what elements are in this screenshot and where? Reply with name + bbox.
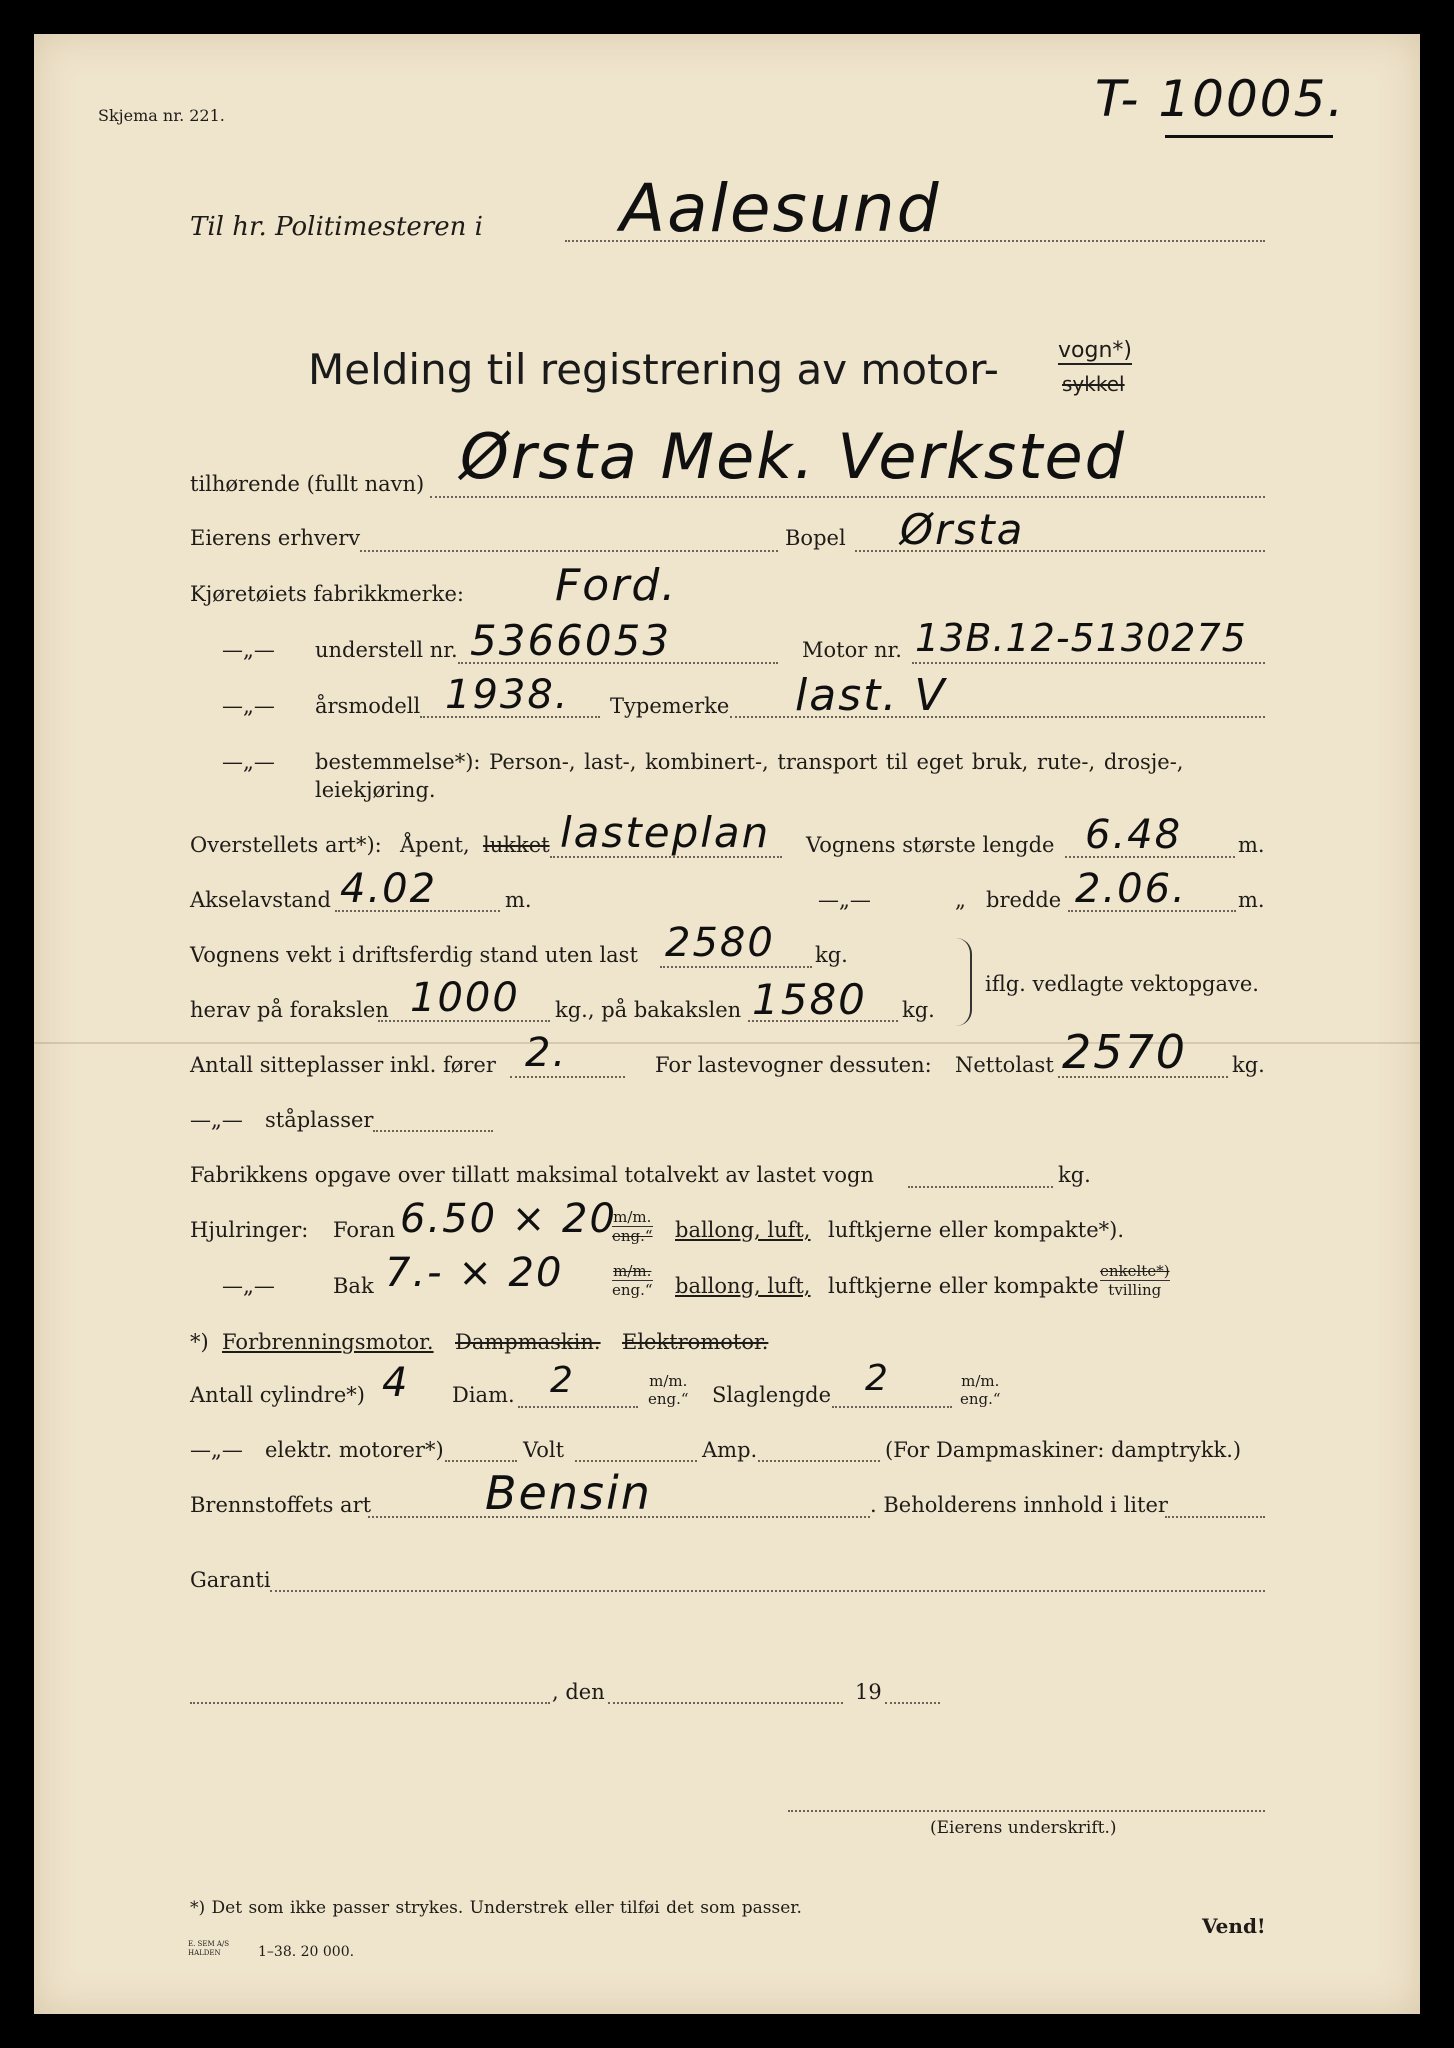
body-type-label: Overstellets art*): xyxy=(190,833,382,857)
motor-label: Motor nr. xyxy=(802,638,902,662)
diameter-units xyxy=(648,1372,689,1408)
wheels-rear-units xyxy=(612,1262,653,1299)
diameter-label: Diam. xyxy=(452,1383,515,1407)
volt-line xyxy=(575,1460,697,1462)
wheels-front-units xyxy=(612,1208,653,1245)
ditto-year: —„— xyxy=(222,694,275,718)
chassis-value: 5366053 xyxy=(470,616,672,665)
weight-brace xyxy=(956,938,972,1026)
max-weight-line xyxy=(908,1186,1053,1188)
body-type-value: lasteplan xyxy=(560,808,771,857)
diameter-unit-eng: eng.“ xyxy=(648,1390,689,1408)
standing-line xyxy=(373,1130,493,1132)
seats-value: 2. xyxy=(525,1030,568,1076)
tank-label: . Beholderens innhold i liter xyxy=(870,1493,1168,1517)
unit-mm-rear: m/m. xyxy=(613,1262,652,1280)
date-line xyxy=(608,1702,843,1704)
guarantee-line xyxy=(270,1590,1265,1592)
front-axle-value: 1000 xyxy=(410,975,520,1021)
diameter-unit-mm: m/m. xyxy=(649,1372,688,1390)
length-value: 6.48 xyxy=(1085,812,1183,858)
footnote: *) Det som ikke passer strykes. Understrek eller tilføi det som passer. xyxy=(190,1898,802,1918)
occupation-label: Eierens erhverv xyxy=(190,526,361,550)
width-value: 2.06. xyxy=(1075,866,1187,912)
seats-label: Antall sitteplasser inkl. fører xyxy=(190,1053,496,1077)
fuel-value: Bensin xyxy=(485,1466,652,1520)
axle-label: Akselavstand xyxy=(190,888,331,912)
place-line xyxy=(190,1702,550,1704)
empty-weight-value: 2580 xyxy=(665,920,775,966)
body-open: Åpent, xyxy=(400,833,470,857)
steam-pressure-note: (For Dampmaskiner: damptrykk.) xyxy=(885,1438,1242,1462)
axle-value: 4.02 xyxy=(340,866,438,912)
motor-value: 13B.12-5130275 xyxy=(915,616,1247,660)
wheels-rear-label: Bak xyxy=(333,1274,374,1298)
engine-star: *) xyxy=(190,1330,209,1354)
electric-motors-label: elektr. motorer*) xyxy=(265,1438,444,1462)
turn-over-note: Vend! xyxy=(1202,1914,1266,1938)
chassis-label: understell nr. xyxy=(315,638,458,662)
owner-name-label: tilhørende (fullt navn) xyxy=(190,472,425,496)
mount-single: enkelte*) xyxy=(1100,1262,1170,1280)
residence-label: Bopel xyxy=(785,526,846,550)
printer-name: E. SEM A/S xyxy=(188,1940,230,1948)
unit-eng-rear: eng.“ xyxy=(612,1281,653,1299)
purpose-label-2: leiekjøring. xyxy=(315,778,436,802)
fold-line xyxy=(34,1042,1420,1044)
standing-label: ståplasser xyxy=(265,1108,374,1132)
stroke-line xyxy=(832,1406,952,1408)
addressee-label: Til hr. Politimesteren i xyxy=(190,212,483,242)
make-value: Ford. xyxy=(555,560,678,611)
owner-name-value: Ørsta Mek. Verksted xyxy=(460,420,1126,493)
guarantee-label: Garanti xyxy=(190,1568,271,1592)
stroke-unit-eng: eng.“ xyxy=(960,1390,1001,1408)
net-load-unit: kg. xyxy=(1232,1053,1265,1077)
printer-city: HALDEN xyxy=(188,1949,221,1957)
title-option-sykkel: sykkel xyxy=(1062,372,1125,396)
title-option-vogn: vogn*) xyxy=(1058,338,1132,363)
signature-line xyxy=(788,1810,1265,1812)
cargo-label: For lastevogner dessuten: xyxy=(655,1053,932,1077)
printer-mark xyxy=(188,1940,229,1958)
ditto-chassis: —„— xyxy=(222,638,275,662)
wheels-rear-types: ballong, luft, xyxy=(675,1274,811,1298)
engine-steam: Dampmaskin. xyxy=(455,1330,601,1354)
empty-weight-label: Vognens vekt i driftsferdig stand uten last xyxy=(190,943,638,967)
width-quote: „ xyxy=(955,888,966,912)
stroke-label: Slaglengde xyxy=(712,1383,832,1407)
width-unit: m. xyxy=(1238,888,1265,912)
rear-axle-label: kg., på bakakslen xyxy=(555,998,742,1022)
width-label: bredde xyxy=(986,888,1062,912)
date-label: , den xyxy=(552,1680,605,1704)
wheels-rear-types-2: luftkjerne eller kompakte xyxy=(828,1274,1099,1298)
amp-line xyxy=(758,1460,880,1462)
body-closed: lukket xyxy=(483,833,550,857)
type-label: Typemerke xyxy=(610,694,730,718)
year-prefix: 19 xyxy=(855,1680,882,1704)
electric-motors-line xyxy=(445,1460,517,1462)
axle-unit: m. xyxy=(505,888,532,912)
wheels-front-label: Foran xyxy=(333,1218,396,1242)
length-label: Vognens største lengde xyxy=(806,833,1055,857)
diameter-value: 2 xyxy=(550,1360,575,1401)
net-load-value: 2570 xyxy=(1062,1025,1188,1079)
type-value: last. V xyxy=(795,670,947,721)
cylinders-value: 4 xyxy=(382,1360,410,1406)
fuel-label: Brennstoffets art xyxy=(190,1493,372,1517)
wheels-rear-mount xyxy=(1100,1262,1170,1299)
wheels-front-types-2: luftkjerne eller kompakte*). xyxy=(828,1218,1124,1242)
purpose-label: bestemmelse*): Person-, last-, kombinert-, transport til eget bruk, rute-, drosje-, xyxy=(315,750,1184,774)
print-info: 1–38. 20 000. xyxy=(258,1944,355,1960)
owner-name-line xyxy=(430,496,1265,498)
occupation-line xyxy=(360,550,778,552)
ditto-rear-wheels: —„— xyxy=(222,1274,275,1298)
addressee-value: Aalesund xyxy=(620,170,941,247)
front-axle-label: herav på forakslen xyxy=(190,998,389,1022)
rear-axle-unit: kg. xyxy=(902,998,935,1022)
engine-combustion: Forbrenningsmotor. xyxy=(222,1330,434,1354)
reference-number: T- 10005. xyxy=(1095,70,1346,128)
year-line xyxy=(885,1702,940,1704)
rear-axle-value: 1580 xyxy=(752,975,867,1024)
wheels-front-value: 6.50 × 20 xyxy=(400,1196,617,1242)
max-weight-label: Fabrikkens opgave over tillatt maksimal totalvekt av lastet vogn xyxy=(190,1163,874,1187)
ditto-standing: —„— xyxy=(190,1108,243,1132)
ditto-electric: —„— xyxy=(190,1438,243,1462)
wheels-label: Hjulringer: xyxy=(190,1218,309,1242)
stroke-unit-mm: m/m. xyxy=(961,1372,1000,1390)
residence-value: Ørsta xyxy=(900,505,1025,554)
max-weight-unit: kg. xyxy=(1058,1163,1091,1187)
cylinders-label: Antall cylindre*) xyxy=(190,1383,365,1407)
make-label: Kjøretøiets fabrikkmerke: xyxy=(190,582,464,606)
wheels-rear-value: 7.- × 20 xyxy=(385,1250,564,1296)
year-value: 1938. xyxy=(445,672,570,718)
motor-line xyxy=(912,662,1265,664)
seats-line xyxy=(510,1076,625,1078)
wheels-front-types: ballong, luft, xyxy=(675,1218,811,1242)
form-number: Skjema nr. 221. xyxy=(98,106,225,125)
weight-note: iflg. vedlagte vektopgave. xyxy=(985,972,1259,996)
volt-label: Volt xyxy=(523,1438,565,1462)
tank-line xyxy=(1165,1516,1265,1518)
length-unit: m. xyxy=(1238,833,1265,857)
diameter-line xyxy=(518,1406,638,1408)
empty-weight-line xyxy=(660,966,812,968)
year-label: årsmodell xyxy=(315,694,421,718)
stroke-value: 2 xyxy=(865,1358,890,1399)
unit-mm: m/m. xyxy=(613,1208,652,1226)
engine-electric: Elektromotor. xyxy=(622,1330,769,1354)
stroke-units xyxy=(960,1372,1001,1408)
width-ditto: —„— xyxy=(818,888,871,912)
unit-eng: eng.“ xyxy=(612,1227,653,1245)
empty-weight-unit: kg. xyxy=(815,943,848,967)
form-sheet xyxy=(34,34,1420,2014)
ditto-purpose: —„— xyxy=(222,750,275,774)
reference-underline xyxy=(1165,135,1333,138)
form-title: Melding til registrering av motor- xyxy=(308,345,999,394)
signature-label: (Eierens underskrift.) xyxy=(930,1818,1117,1838)
amp-label: Amp. xyxy=(702,1438,758,1462)
net-load-label: Nettolast xyxy=(955,1053,1054,1077)
mount-twin: tvilling xyxy=(1108,1281,1162,1299)
